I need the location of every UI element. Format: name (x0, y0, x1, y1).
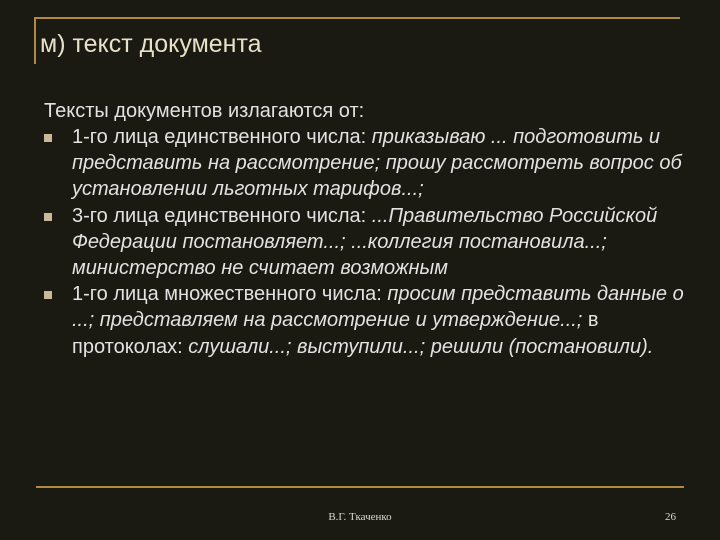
bullet-lead: 3-го лица единственного числа: (72, 204, 372, 227)
bullet-item-3 (44, 281, 684, 360)
bullet-example: приказываю ... подготовить и представить на рассмотрение; прошу рассмотреть вопрос об установлении льготных тарифов...; (72, 126, 682, 201)
footer-divider (36, 486, 684, 488)
intro-text: Тексты документов излагаются от: (44, 100, 365, 122)
title-frame-left-line (34, 17, 36, 64)
square-bullet-icon (44, 134, 52, 142)
square-bullet-icon (44, 291, 52, 299)
bullet-lead: 1-го лица множественного числа: (72, 283, 388, 306)
bullet-middle: в протоколах: (72, 309, 599, 358)
page-number: 26 (665, 511, 676, 523)
bullet-item-2 (44, 203, 684, 282)
square-bullet-icon (44, 213, 52, 221)
bullet-example-2: слушали...; выступили...; решили (постановили). (188, 335, 654, 358)
bullet-example: просим представить данные о ...; представляем на рассмотрение и утверждение...; (72, 283, 684, 332)
slide-title: м) текст документа (40, 30, 262, 58)
bullet-item-1 (44, 124, 684, 203)
footer-author: В.Г. Ткаченко (328, 511, 392, 523)
title-frame-top-line (34, 17, 680, 19)
bullet-list (44, 124, 684, 360)
bullet-lead: 1-го лица единственного числа: (72, 126, 372, 148)
bullet-example: ...Правительство Российской Федерации постановляет...; ...коллегия постановила...; министерство не считает возможным (72, 204, 658, 280)
